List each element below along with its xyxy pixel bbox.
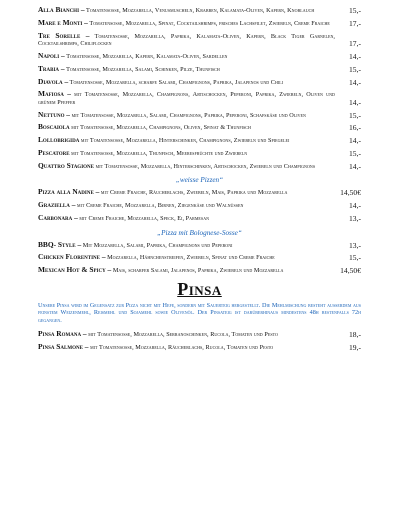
item-name: Alla Bianchi –	[38, 5, 85, 14]
item-price: 14,-	[348, 161, 361, 171]
item-price: 14,50€	[340, 188, 361, 198]
item-price: 14,-	[348, 136, 361, 146]
item-description: Tomatensosse, Mozzarella, Spinat, Cocktailshrimps, frisches Lachsfilet, Zwiebeln, Creme Fraiche	[87, 19, 330, 27]
item-description: mit Tomatensosse, Mozzarella, Champignons, Artischocken, Peperoni, Paprika, Zwiebeln, Oliven und grünem Pfeffer	[38, 91, 335, 106]
item-name: Diavola –	[38, 76, 69, 86]
item-price: 15,-	[348, 64, 361, 74]
menu-item	[38, 90, 361, 106]
item-description: Tomatensosse, Mozzarella, scharfe Salami, Champignons, Paprika, Jalapenos und Chili	[68, 78, 284, 86]
section-title-weisse-pizzen: „weisse Pizzen“	[175, 176, 224, 185]
item-name: Trabia –	[38, 63, 65, 73]
menu-item	[38, 32, 361, 48]
menu-item	[38, 123, 361, 132]
menu-item	[38, 214, 361, 223]
item-description: Tomatensosse, Mozzarella, Venusmuscheln, Krabben, Kalamata-Oliven, Kapern, Knoblauch	[84, 7, 315, 14]
menu-item	[38, 201, 361, 210]
item-price: 14,-	[348, 201, 361, 211]
item-price: 15,-	[348, 110, 361, 120]
item-description: Tomatensosse, Mozzarella, Salami, Schinken, Pilze, Thunfisch	[64, 65, 220, 73]
item-name: Pizza alla Nadine –	[38, 187, 100, 197]
item-name: Mafiosa –	[38, 89, 71, 99]
section-title-bolognese: „Pizza mit Bolognese-Sosse“	[157, 228, 242, 237]
item-description: Mais, scharfer Salami, Jalapenos, Paprika, Zwiebeln und Mozzarella	[111, 267, 284, 275]
item-price: 14,-	[348, 97, 361, 107]
item-price: 14,50€	[340, 266, 361, 276]
menu-item	[38, 162, 361, 171]
item-name: Quattro Stagione	[38, 160, 94, 170]
item-name: Mexican Hot & Spicy –	[38, 265, 112, 275]
item-description: Mit Mozzarella, Salami, Paprika, Champignons und Peperoni	[81, 241, 233, 249]
item-price: 17,-	[348, 18, 361, 28]
item-description: mit Tomatensosse, Mozzarella, Räucherlachs, Rucola, Tomaten und Pesto	[88, 343, 274, 351]
menu-item	[38, 330, 361, 339]
menu-content	[38, 6, 361, 356]
item-description: mit Tomatensosse, Mozzarella, Thunfisch, Meeresfrüchte und Zwiebeln	[69, 150, 248, 157]
pizza-list	[38, 6, 361, 170]
item-price: 19,-	[348, 342, 361, 352]
item-price: 17,-	[348, 39, 361, 49]
item-name: Nettuno –	[38, 109, 70, 119]
item-name: Graziella –	[38, 200, 76, 210]
item-description: mit Tomatensosse, Mozzarella, Champignons, Oliven, Spinat & Thunfisch	[69, 124, 251, 132]
menu-item	[38, 188, 361, 197]
pinsa-list	[38, 330, 361, 351]
menu-item	[38, 65, 361, 74]
item-description: Tomatensosse, Mozzarella, Kapern, Kalamata-Oliven, Sardellen	[64, 52, 228, 60]
item-name: Chicken Florentine –	[38, 252, 106, 262]
item-name: Pinsa Romana –	[38, 329, 87, 339]
menu-item	[38, 266, 361, 275]
item-name: Mare e Monti –	[38, 17, 88, 27]
item-price: 15,-	[348, 6, 361, 15]
item-name: Lollobrigida	[38, 135, 80, 145]
menu-item	[38, 343, 361, 352]
item-price: 15,-	[348, 253, 361, 263]
item-description: mit Tomatensosse, Mozzarella, Serranoschinken, Rucola, Tomaten und Pesto	[86, 331, 278, 339]
item-description: Tomatensosse, Mozzarella, Paprika, Kalamata-Oliven, Kapern, Black Tiger Garnelen, Cocktailshrimps, Chiliflocken	[38, 32, 336, 48]
menu-item	[38, 19, 361, 28]
menu-item	[38, 6, 361, 15]
menu-item	[38, 253, 361, 262]
menu-item	[38, 136, 361, 145]
item-description: mit Creme Fraiche, Mozzarella, Birnen, Ziegenkäse und Walnüssen	[75, 202, 244, 210]
bolognese-pizzen-list	[38, 241, 361, 275]
item-price: 18,-	[348, 330, 361, 340]
item-name: Boscaiola	[38, 122, 70, 132]
item-name: BBQ- Style –	[38, 239, 82, 249]
item-price: 16,-	[348, 123, 361, 133]
item-name: Napoli –	[38, 50, 65, 60]
item-description: mit Creme Fraiche, Räucherlachs, Zwiebeln, Mais, Paprika und Mozzarella	[99, 189, 288, 197]
menu-item	[38, 111, 361, 120]
item-name: Tre Sorelle –	[38, 30, 90, 40]
item-price: 13,-	[348, 240, 361, 250]
item-name: Carbonara –	[38, 212, 78, 222]
item-description: mit Creme Fraiche, Mozzarella, Speck, Ei, Parmesan	[77, 214, 210, 222]
item-description: mit Tomatensosse, Mozzarella, Hinterschinken, Artischocken, Zwiebeln und Champignons	[93, 162, 316, 170]
item-price: 13,-	[348, 213, 361, 223]
pinsa-heading: Pinsa	[177, 278, 222, 299]
item-price: 14,-	[348, 77, 361, 87]
menu-item	[38, 149, 361, 158]
menu-item	[38, 241, 361, 250]
item-name: Pescatore	[38, 148, 70, 157]
item-price: 15,-	[348, 149, 361, 158]
pinsa-intro-text: Unsere Pinsa wird im Gegensatz zur Pizza nicht mit Hefe, sondern mit Sauerteig hergestellt. Die Mehlmischung besteht ausserdem aus feinstem Weizenmehl, Reismehl und Sojamehl sowie Olivenöl. Der Pinsateig ist darüberhinaus mindestens 48h bestenfalls 72h gegangen.	[38, 301, 361, 324]
item-name: Pinsa Salmone –	[38, 341, 89, 351]
item-description: mit Tomatensosse, Mozzarella, Salami, Champignons, Paprika, Peperoni, Schafskäse und Oliven	[70, 111, 306, 119]
weisse-pizzen-list	[38, 188, 361, 222]
item-price: 14,-	[348, 51, 361, 61]
item-description: Mozzarella, Hähnchenstreifen, Zwiebeln, Spinat und Creme Fraiche	[105, 254, 275, 262]
item-description: mit Tomatensosse, Mozzarella, Hinterschinken, Champignons, Zwiebeln und Spiegelei	[79, 137, 290, 145]
menu-item	[38, 78, 361, 87]
menu-item	[38, 52, 361, 61]
